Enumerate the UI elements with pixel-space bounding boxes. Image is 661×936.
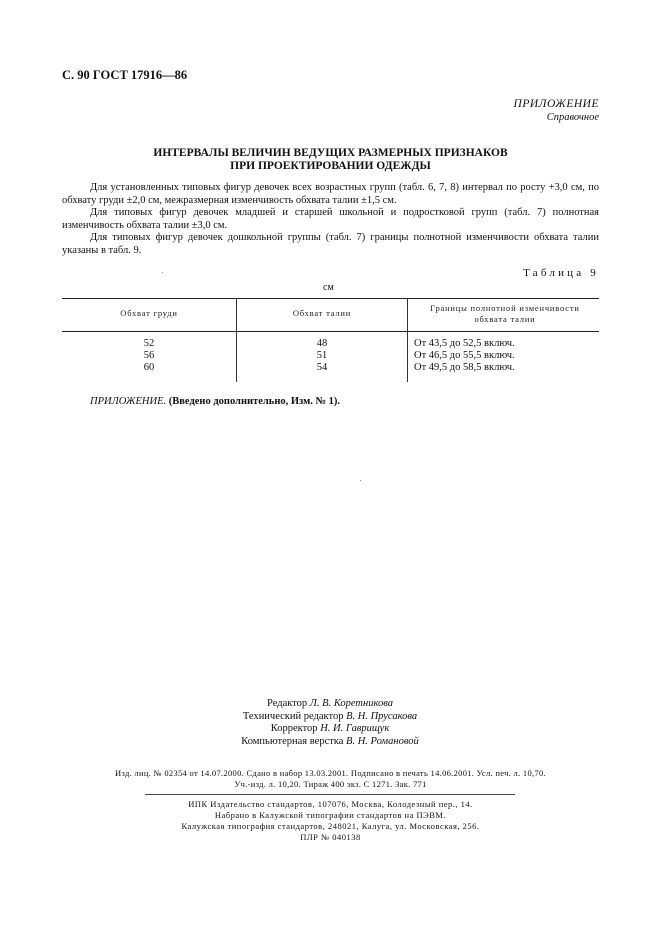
- table-cell: От 49,5 до 58,5 включ.: [414, 362, 515, 373]
- imprint-divider: [145, 794, 515, 795]
- table-cell: 52: [143, 338, 155, 349]
- credit-name: Н. И. Гаврищук: [320, 723, 390, 734]
- credit-role: Редактор: [267, 698, 308, 709]
- credit-name: В. Н. Романовой: [346, 735, 419, 747]
- table-cell: От 43,5 до 52,5 включ.: [414, 338, 515, 349]
- publisher-info: [62, 799, 599, 843]
- publisher-line: ПЛР № 040138: [300, 832, 361, 842]
- publisher-line: Набрано в Калужской типографии стандартов на ПЭВМ.: [214, 810, 447, 820]
- table-col-divider-2: [407, 298, 408, 382]
- credit-name: Л. В. Коретникова: [309, 698, 393, 709]
- appendix-subtitle: Справочное: [546, 112, 599, 123]
- credits: [150, 698, 510, 748]
- table-header-chest: Обхват груди: [120, 308, 178, 318]
- section-title: [62, 147, 599, 173]
- table-header-range: Границы полнотной изменчивости обхвата талии: [430, 303, 580, 324]
- appendix-title: ПРИЛОЖЕНИЕ: [513, 98, 599, 110]
- table-cell: 56: [143, 350, 155, 361]
- table-header-waist: Обхват талии: [292, 308, 352, 318]
- publisher-line: ИПК Издательство стандартов, 107076, Москва, Колодезный пер., 14.: [188, 799, 473, 809]
- scan-speck: [162, 272, 163, 273]
- amendment-note-text: (Введено дополнительно, Изм. № 1).: [168, 396, 341, 407]
- table-cell: 48: [316, 338, 328, 349]
- credit-role: Технический редактор: [242, 710, 344, 722]
- credit-role: Компьютерная верстка: [241, 735, 344, 747]
- imprint-line: Уч.-изд. л. 10,20. Тираж 400 экз. С 1271. Зак. 771: [234, 779, 427, 789]
- credit-line: [150, 736, 510, 749]
- appendix-label: [514, 98, 599, 123]
- paragraph-1: Для установленных типовых фигур девочек всех возрастных групп (табл. 6, 7, 8) интервал по росту +3,0 см, по обхвату груди ±2,0 см, межразмерная изменчивость обхвата талии ±1,5 см.: [62, 182, 599, 206]
- section-title-line-1: ИНТЕРВАЛЫ ВЕЛИЧИН ВЕДУЩИХ РАЗМЕРНЫХ ПРИЗНАКОВ: [153, 147, 508, 159]
- section-title-line-2: ПРИ ПРОЕКТИРОВАНИИ ОДЕЖДЫ: [230, 160, 431, 172]
- amendment-note: [90, 396, 340, 407]
- table-unit: см: [323, 282, 334, 293]
- table-top-rule: [62, 298, 599, 299]
- table-cell: 54: [316, 362, 328, 373]
- table-cell: 51: [316, 350, 328, 361]
- imprint-line: Изд. лиц. № 02354 от 14.07.2000. Сдано в набор 13.03.2001. Подписано в печать 14.06.2001. Усл. печ. л. 10,70.: [115, 768, 546, 778]
- amendment-note-label: ПРИЛОЖЕНИЕ.: [90, 396, 167, 407]
- publisher-line: Калужская типография стандартов, 248021, Калуга, ул. Московская, 256.: [181, 821, 480, 831]
- table-cell: От 46,5 до 55,5 включ.: [414, 350, 515, 361]
- table-caption: Таблица 9: [523, 267, 599, 279]
- credit-name: В. Н. Прусакова: [346, 710, 418, 722]
- credit-line: [150, 723, 510, 736]
- credit-role: Корректор: [270, 723, 318, 734]
- credit-line: [150, 698, 510, 711]
- table-cell: 60: [143, 362, 155, 373]
- imprint: [62, 768, 599, 790]
- credit-line: [150, 711, 510, 724]
- scan-speck: [360, 480, 361, 481]
- table-header-rule: [62, 331, 599, 332]
- paragraph-3: Для типовых фигур девочек дошкольной группы (табл. 7) границы полнотной изменчивости обхвата талии указаны в табл. 9.: [62, 232, 599, 256]
- page-header: С. 90 ГОСТ 17916—86: [62, 68, 188, 82]
- paragraph-2: Для типовых фигур девочек младшей и старшей школьной и подростковой групп (табл. 7) полнотная изменчивость обхвата талии ±3,0 см.: [62, 207, 599, 231]
